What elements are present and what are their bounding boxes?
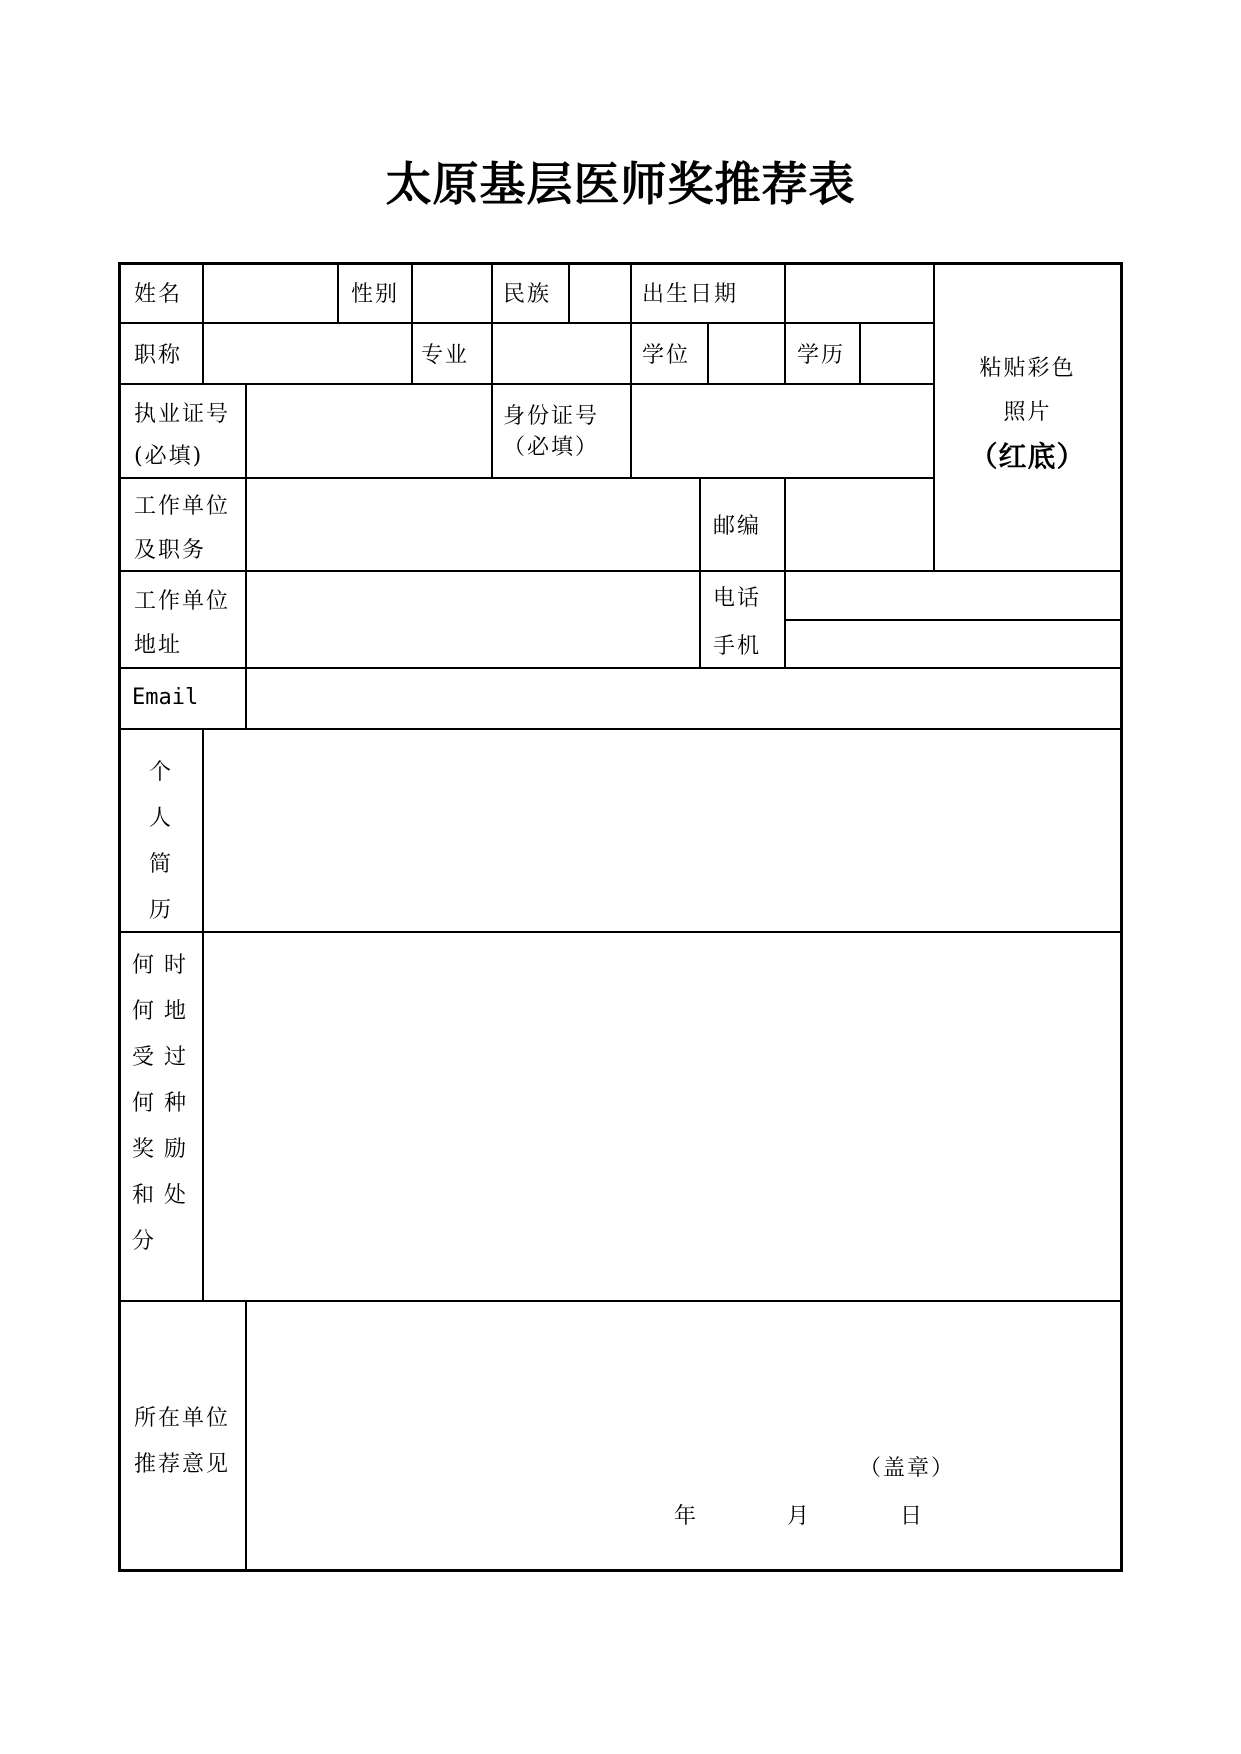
name-label: 姓名 (134, 282, 183, 307)
id-label-1: 身份证号 (503, 404, 600, 429)
resume-label (149, 750, 173, 934)
education-label: 学历 (797, 343, 846, 368)
awards-label-char: 种 (164, 1091, 189, 1116)
postcode-label: 邮编 (713, 514, 762, 539)
awards-label-char: 何 (132, 1091, 157, 1116)
awards-label-char: 何 (132, 953, 157, 978)
awards-label-char: 和 (132, 1183, 157, 1208)
resume-label-char: 个 (149, 760, 174, 785)
awards-label-char: 励 (164, 1137, 189, 1162)
resume-field[interactable] (204, 730, 1120, 930)
mobile-label: 手机 (713, 634, 762, 659)
ethnicity-label: 民族 (503, 282, 552, 307)
day-label: 日 (900, 1504, 925, 1529)
name-field[interactable] (204, 266, 336, 321)
recommend-label-1: 所在单位 (134, 1406, 231, 1431)
major-field[interactable] (493, 324, 629, 382)
degree-label: 学位 (642, 343, 691, 368)
resume-label-char: 简 (149, 852, 174, 877)
gender-label: 性别 (351, 282, 400, 307)
ethnicity-field[interactable] (570, 266, 629, 321)
postcode-field[interactable] (786, 479, 932, 569)
phone-label: 电话 (713, 586, 762, 611)
photo-instruction-1: 粘贴彩色 (979, 356, 1076, 381)
photo-instruction-3: （红底） (969, 440, 1086, 473)
birthdate-field[interactable] (786, 266, 932, 321)
email-field[interactable] (247, 669, 1120, 727)
email-label: Email (132, 685, 199, 710)
resume-label-char: 历 (149, 898, 174, 923)
major-label: 专业 (421, 343, 470, 368)
awards-label (132, 943, 202, 1265)
employer-field[interactable] (247, 479, 698, 569)
photo-placeholder (935, 355, 1120, 475)
license-number-field[interactable] (247, 385, 490, 476)
birthdate-label: 出生日期 (642, 282, 739, 307)
awards-label-char: 受 (132, 1045, 157, 1070)
photo-instruction-2: 照片 (1003, 400, 1052, 425)
address-label-1: 工作单位 (134, 589, 231, 614)
page-title: 太原基层医师奖推荐表 (385, 157, 856, 211)
license-label-1: 执业证号 (134, 402, 231, 427)
seal-note: （盖章） (859, 1456, 956, 1481)
id-label-2: （必填） (503, 435, 600, 460)
awards-label-char: 地 (164, 999, 189, 1024)
awards-label-char: 分 (132, 1229, 157, 1254)
awards-label-char: 奖 (132, 1137, 157, 1162)
awards-label-char: 过 (164, 1045, 189, 1070)
address-field[interactable] (247, 572, 698, 666)
recommendation-form-table (118, 262, 1123, 1572)
gender-field[interactable] (413, 266, 490, 321)
phone-field[interactable] (786, 572, 1120, 618)
month-label: 月 (787, 1504, 812, 1529)
resume-label-char: 人 (149, 806, 174, 831)
awards-label-char: 处 (164, 1183, 189, 1208)
employer-label-2: 及职务 (134, 538, 207, 563)
recommend-label-2: 推荐意见 (134, 1452, 231, 1477)
year-label: 年 (674, 1504, 699, 1529)
id-number-field[interactable] (632, 385, 932, 476)
employer-label-1: 工作单位 (134, 494, 231, 519)
awards-label-char: 时 (164, 953, 189, 978)
education-field[interactable] (861, 324, 932, 382)
awards-label-char: 何 (132, 999, 157, 1024)
license-label-2: (必填) (134, 444, 204, 469)
address-label-2: 地址 (134, 633, 183, 658)
title-label: 职称 (134, 343, 183, 368)
mobile-field[interactable] (786, 621, 1120, 666)
awards-field[interactable] (204, 933, 1120, 1299)
degree-field[interactable] (709, 324, 783, 382)
